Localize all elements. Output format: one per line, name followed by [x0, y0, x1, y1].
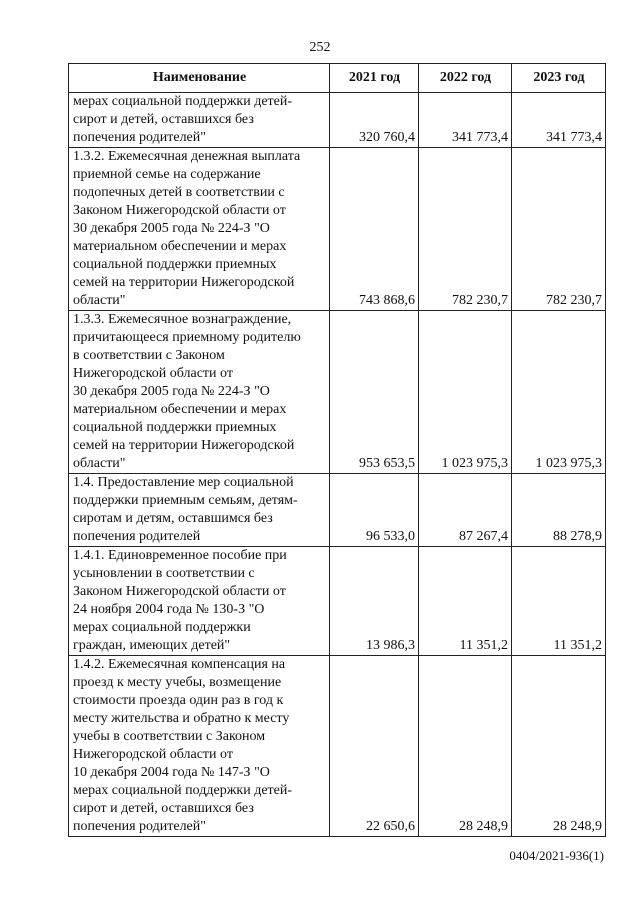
table-row: [69, 148, 606, 311]
row-name: 1.3.2. Ежемесячная денежная выплата приемной семье на содержание подопечных детей в соответствии с Законом Нижегородской области от 30 декабря 2005 года № 224-З "О материальном обеспечении и мерах социальной поддержки приемных семей на территории Нижегородской области": [69, 148, 330, 311]
row-name: мерах социальной поддержки детей- сирот и детей, оставшихся без попечения родителей": [69, 93, 330, 148]
page-number: 252: [309, 40, 331, 55]
row-value-2021: 22 650,6: [330, 656, 419, 837]
row-value-2021: 320 760,4: [330, 93, 419, 148]
row-value-2022: 11 351,2: [419, 547, 512, 656]
row-value-2022: 782 230,7: [419, 148, 512, 311]
row-name: 1.4.1. Единовременное пособие при усыновлении в соответствии с Законом Нижегородской области от 24 ноября 2004 года № 130-З "О мерах социальной поддержки граждан, имеющих детей": [69, 547, 330, 656]
row-value-2021: 96 533,0: [330, 474, 419, 547]
row-value-2023: 1 023 975,3: [512, 311, 606, 474]
table-row: [69, 656, 606, 837]
row-value-2023: 341 773,4: [512, 93, 606, 148]
table-row: [69, 311, 606, 474]
row-value-2023: 28 248,9: [512, 656, 606, 837]
row-value-2022: 1 023 975,3: [419, 311, 512, 474]
row-value-2023: 88 278,9: [512, 474, 606, 547]
row-value-2023: 782 230,7: [512, 148, 606, 311]
row-value-2021: 953 653,5: [330, 311, 419, 474]
header-name: Наименование: [69, 64, 330, 93]
table-row: [69, 93, 606, 148]
header-2023: 2023 год: [512, 64, 606, 93]
header-2021: 2021 год: [330, 64, 419, 93]
row-name: 1.3.3. Ежемесячное вознаграждение, причитающееся приемному родителю в соответствии с Законом Нижегородской области от 30 декабря 2005 года № 224-З "О материальном обеспечении и мерах социальной поддержки приемных семей на территории Нижегородской области": [69, 311, 330, 474]
table-row: [69, 474, 606, 547]
row-value-2022: 28 248,9: [419, 656, 512, 837]
table-header-row: [69, 64, 606, 93]
row-value-2021: 13 986,3: [330, 547, 419, 656]
header-2022: 2022 год: [419, 64, 512, 93]
budget-table: [68, 63, 606, 837]
row-name: 1.4.2. Ежемесячная компенсация на проезд к месту учебы, возмещение стоимости проезда один раз в год к месту жительства и обратно к месту учебы в соответствии с Законом Нижегородской области от 10 декабря 2004 года № 147-З "О мерах социальной поддержки детей- сирот и детей, оставшихся без попечения родителей": [69, 656, 330, 837]
row-value-2023: 11 351,2: [512, 547, 606, 656]
row-value-2022: 341 773,4: [419, 93, 512, 148]
table-row: [69, 547, 606, 656]
row-name: 1.4. Предоставление мер социальной поддержки приемным семьям, детям- сиротам и детям, оставшимся без попечения родителей: [69, 474, 330, 547]
document-code: 0404/2021-936(1): [509, 848, 604, 863]
row-value-2022: 87 267,4: [419, 474, 512, 547]
row-value-2021: 743 868,6: [330, 148, 419, 311]
